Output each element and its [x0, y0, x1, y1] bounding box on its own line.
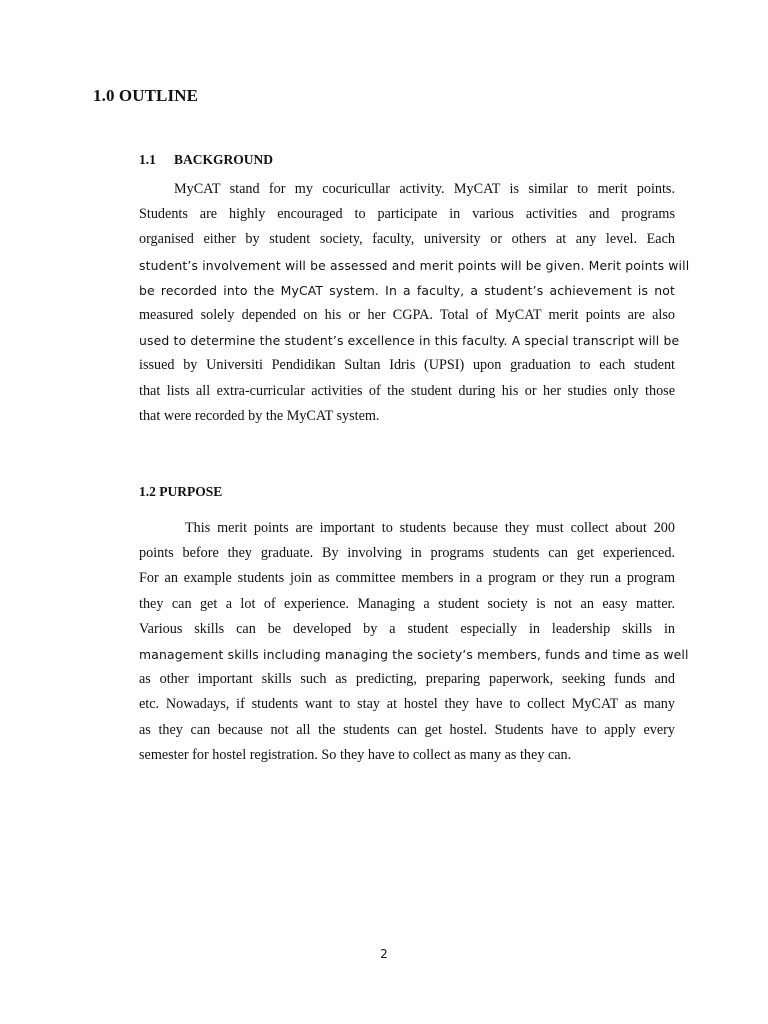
paragraph-line: measured solely depended on his or her CGPA. Total of MyCAT merit points are also: [139, 306, 675, 323]
paragraph-line: MyCAT stand for my cocuricullar activity. MyCAT is similar to merit points.: [174, 181, 675, 197]
paragraph-line: that were recorded by the MyCAT system.: [139, 407, 380, 424]
background-paragraph: [139, 177, 690, 429]
paragraph-line: Various skills can be developed by a student especially in leadership skills in: [139, 620, 675, 637]
section-number: 1.1: [139, 152, 156, 167]
section-title: BACKGROUND: [174, 152, 274, 167]
paragraph-line: issued by Universiti Pendidikan Sultan Idris (UPSI) upon graduation to each student: [139, 357, 675, 374]
paragraph-line: Students are highly encouraged to participate in various activities and programs: [139, 206, 675, 223]
paragraph-line: This merit points are important to students because they must collect about 200: [185, 520, 675, 536]
paragraph-line: used to determine the student’s excellence in this faculty. A special transcript will be: [139, 333, 680, 349]
section-title: PURPOSE: [159, 484, 223, 499]
paragraph-line: that lists all extra-curricular activities of the student during his or her studies only those: [139, 382, 675, 399]
purpose-paragraph: [139, 516, 689, 768]
paragraph-line: as they can because not all the students can get hostel. Students have to apply every: [139, 721, 675, 738]
paragraph-line: semester for hostel registration. So they have to collect as many as they can.: [139, 746, 572, 763]
paragraph-line: as other important skills such as predicting, preparing paperwork, seeking funds and: [139, 671, 675, 688]
chapter-heading: 1.0 OUTLINE: [93, 86, 199, 105]
paragraph-line: For an example students join as committee members in a program or they run a program: [139, 570, 675, 587]
section-number: 1.2: [139, 484, 156, 499]
section-heading-background: [139, 152, 273, 168]
paragraph-line: points before they graduate. By involving in programs students can get experienced.: [139, 545, 675, 562]
paragraph-line: etc. Nowadays, if students want to stay at hostel they have to collect MyCAT as many: [139, 696, 675, 713]
paragraph-line: be recorded into the MyCAT system. In a faculty, a student’s achievement is not: [139, 282, 675, 298]
paragraph-line: student’s involvement will be assessed and merit points will be given. Merit points will: [139, 257, 690, 273]
paragraph-line: they can get a lot of experience. Managing a student society is not an easy matter.: [139, 595, 675, 612]
paragraph-line: management skills including managing the society’s members, funds and time as well: [139, 646, 689, 662]
page-number: 2: [380, 947, 388, 961]
section-heading-purpose: [139, 484, 222, 500]
paragraph-line: organised either by student society, faculty, university or others at any level. Each: [139, 231, 675, 248]
